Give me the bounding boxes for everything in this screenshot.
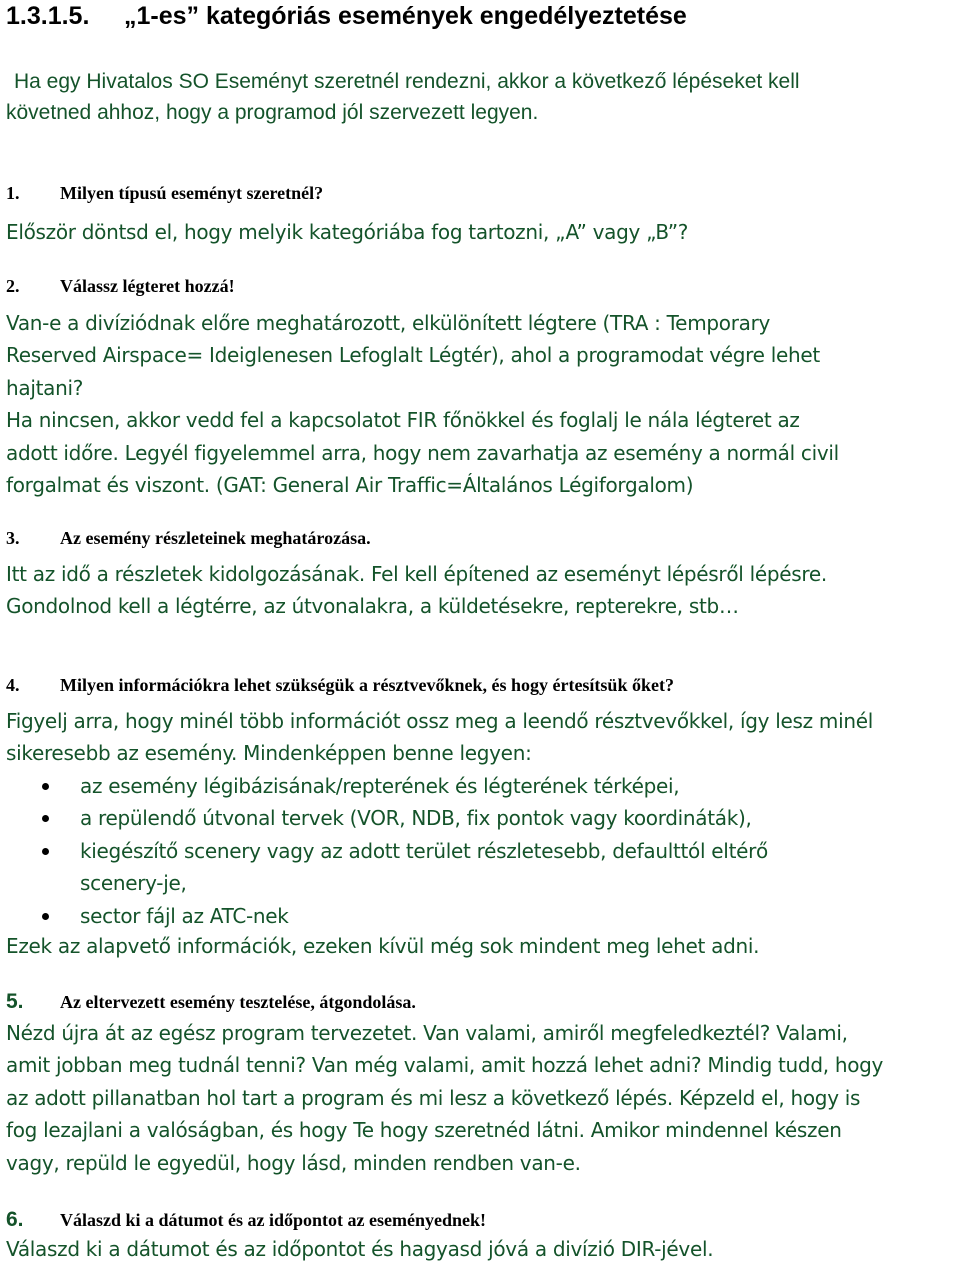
step-5-body bbox=[6, 1017, 956, 1179]
list-item bbox=[6, 770, 956, 802]
list-item-text: a repülendő útvonal tervek (VOR, NDB, fix pontok vagy koordináták), bbox=[80, 806, 752, 831]
body-line: hajtani? bbox=[6, 375, 84, 400]
step-heading-text: Az eltervezett esemény tesztelése, átgondolása. bbox=[60, 992, 416, 1012]
step-1-body bbox=[6, 216, 956, 248]
body-line: az adott pillanatban hol tart a program és mi lesz a következő lépés. Képzeld el, hogy is bbox=[6, 1085, 861, 1110]
body-line: Először döntsd el, hogy melyik kategóriába fog tartozni, „A” vagy „B”? bbox=[6, 220, 689, 244]
intro-line: követned ahhoz, hogy a programod jól szervezett legyen. bbox=[6, 101, 539, 124]
step-heading-text: Válaszd ki a dátumot és az időpontot az eseményednek! bbox=[60, 1210, 486, 1230]
body-line: fog lezajlani a valóságban, és hogy Te hogy szeretnéd látni. Amikor mindennel készen bbox=[6, 1118, 842, 1143]
body-line: amit jobban meg tudnál tenni? Van még valami, amit hozzá lehet adni? Mindig tudd, hogy bbox=[6, 1053, 884, 1078]
body-line: Reserved Airspace= Ideiglenesen Lefoglalt Légtér), ahol a programodat végre lehet bbox=[6, 343, 820, 368]
step-heading-text: Milyen információkra lehet szükségük a résztvevőknek, és hogy értesítsük őket? bbox=[60, 675, 674, 695]
step-number: 1. bbox=[6, 183, 20, 203]
list-item bbox=[6, 835, 956, 900]
intro-line: Ha egy Hivatalos SO Eseményt szeretnél rendezni, akkor a következő lépéseket kell bbox=[14, 70, 800, 93]
step-number: 6. bbox=[6, 1208, 24, 1231]
body-line: Ezek az alapvető információk, ezeken kívül még sok mindent meg lehet adni. bbox=[6, 934, 760, 958]
body-line: Ha nincsen, akkor vedd fel a kapcsolatot FIR főnökkel és foglalj le nála légteret az bbox=[6, 408, 800, 433]
bullet-icon bbox=[42, 783, 49, 790]
section-number: 1.3.1.5. bbox=[6, 2, 90, 30]
step-3-heading bbox=[6, 528, 371, 549]
body-line: forgalmat és viszont. (GAT: General Air Traffic=Általános Légiforgalom) bbox=[6, 473, 694, 498]
list-item bbox=[6, 802, 956, 834]
intro-paragraph bbox=[6, 66, 946, 128]
step-number: 3. bbox=[6, 528, 20, 548]
step-heading-text: Milyen típusú eseményt szeretnél? bbox=[60, 183, 324, 203]
bullet-icon bbox=[42, 913, 49, 920]
section-title-text: „1-es” kategóriás események engedélyeztetése bbox=[124, 2, 687, 30]
step-6-body bbox=[6, 1233, 956, 1265]
body-line: Nézd újra át az egész program tervezetet. Van valami, amiről megfeledkeztél? Valami, bbox=[6, 1021, 848, 1045]
section-title bbox=[6, 2, 687, 31]
step-number: 2. bbox=[6, 276, 20, 296]
bullet-icon bbox=[42, 815, 49, 822]
step-1-heading bbox=[6, 183, 323, 204]
step-4-body bbox=[6, 705, 956, 770]
body-line: Figyelj arra, hogy minél több információt ossz meg a leendő résztvevőkkel, így lesz minél bbox=[6, 709, 873, 733]
body-line: Gondolnod kell a légtérre, az útvonalakra, a küldetésekre, repterekre, stb… bbox=[6, 594, 739, 619]
body-line: Itt az idő a részletek kidolgozásának. Fel kell építened az eseményt lépésről lépésre. bbox=[6, 562, 827, 586]
list-item-text: az esemény légibázisának/repterének és légterének térképei, bbox=[80, 774, 680, 798]
step-3-body bbox=[6, 558, 956, 623]
step-number: 4. bbox=[6, 675, 20, 695]
step-2-heading bbox=[6, 276, 235, 297]
step-heading-text: Az esemény részleteinek meghatározása. bbox=[60, 528, 371, 548]
step-number: 5. bbox=[6, 990, 24, 1013]
bullet-icon bbox=[42, 848, 49, 855]
body-line: sikeresebb az esemény. Mindenképpen benne legyen: bbox=[6, 741, 532, 766]
step-4-heading bbox=[6, 675, 674, 696]
list-item-text: kiegészítő scenery vagy az adott terület részletesebb, defaulttól eltérő bbox=[80, 838, 768, 863]
step-heading-text: Válassz légteret hozzá! bbox=[60, 276, 235, 296]
body-line: Válaszd ki a dátumot és az időpontot és hagyasd jóvá a divízió DIR-jével. bbox=[6, 1237, 714, 1261]
list-item-text: sector fájl az ATC-nek bbox=[80, 903, 289, 928]
step-6-heading bbox=[6, 1208, 486, 1232]
step-5-heading bbox=[6, 990, 416, 1014]
body-line: vagy, repüld le egyedül, hogy lásd, minden rendben van-e. bbox=[6, 1150, 581, 1175]
step-4-bullet-list bbox=[6, 770, 956, 932]
step-4-closing bbox=[6, 930, 956, 962]
body-line: adott időre. Legyél figyelemmel arra, hogy nem zavarhatja az esemény a normál civil bbox=[6, 440, 839, 465]
step-2-body bbox=[6, 307, 956, 501]
list-item bbox=[6, 900, 956, 932]
list-item-text-continued: scenery-je, bbox=[80, 871, 187, 896]
body-line: Van-e a divíziódnak előre meghatározott, elkülönített légtere (TRA : Temporary bbox=[6, 311, 771, 335]
